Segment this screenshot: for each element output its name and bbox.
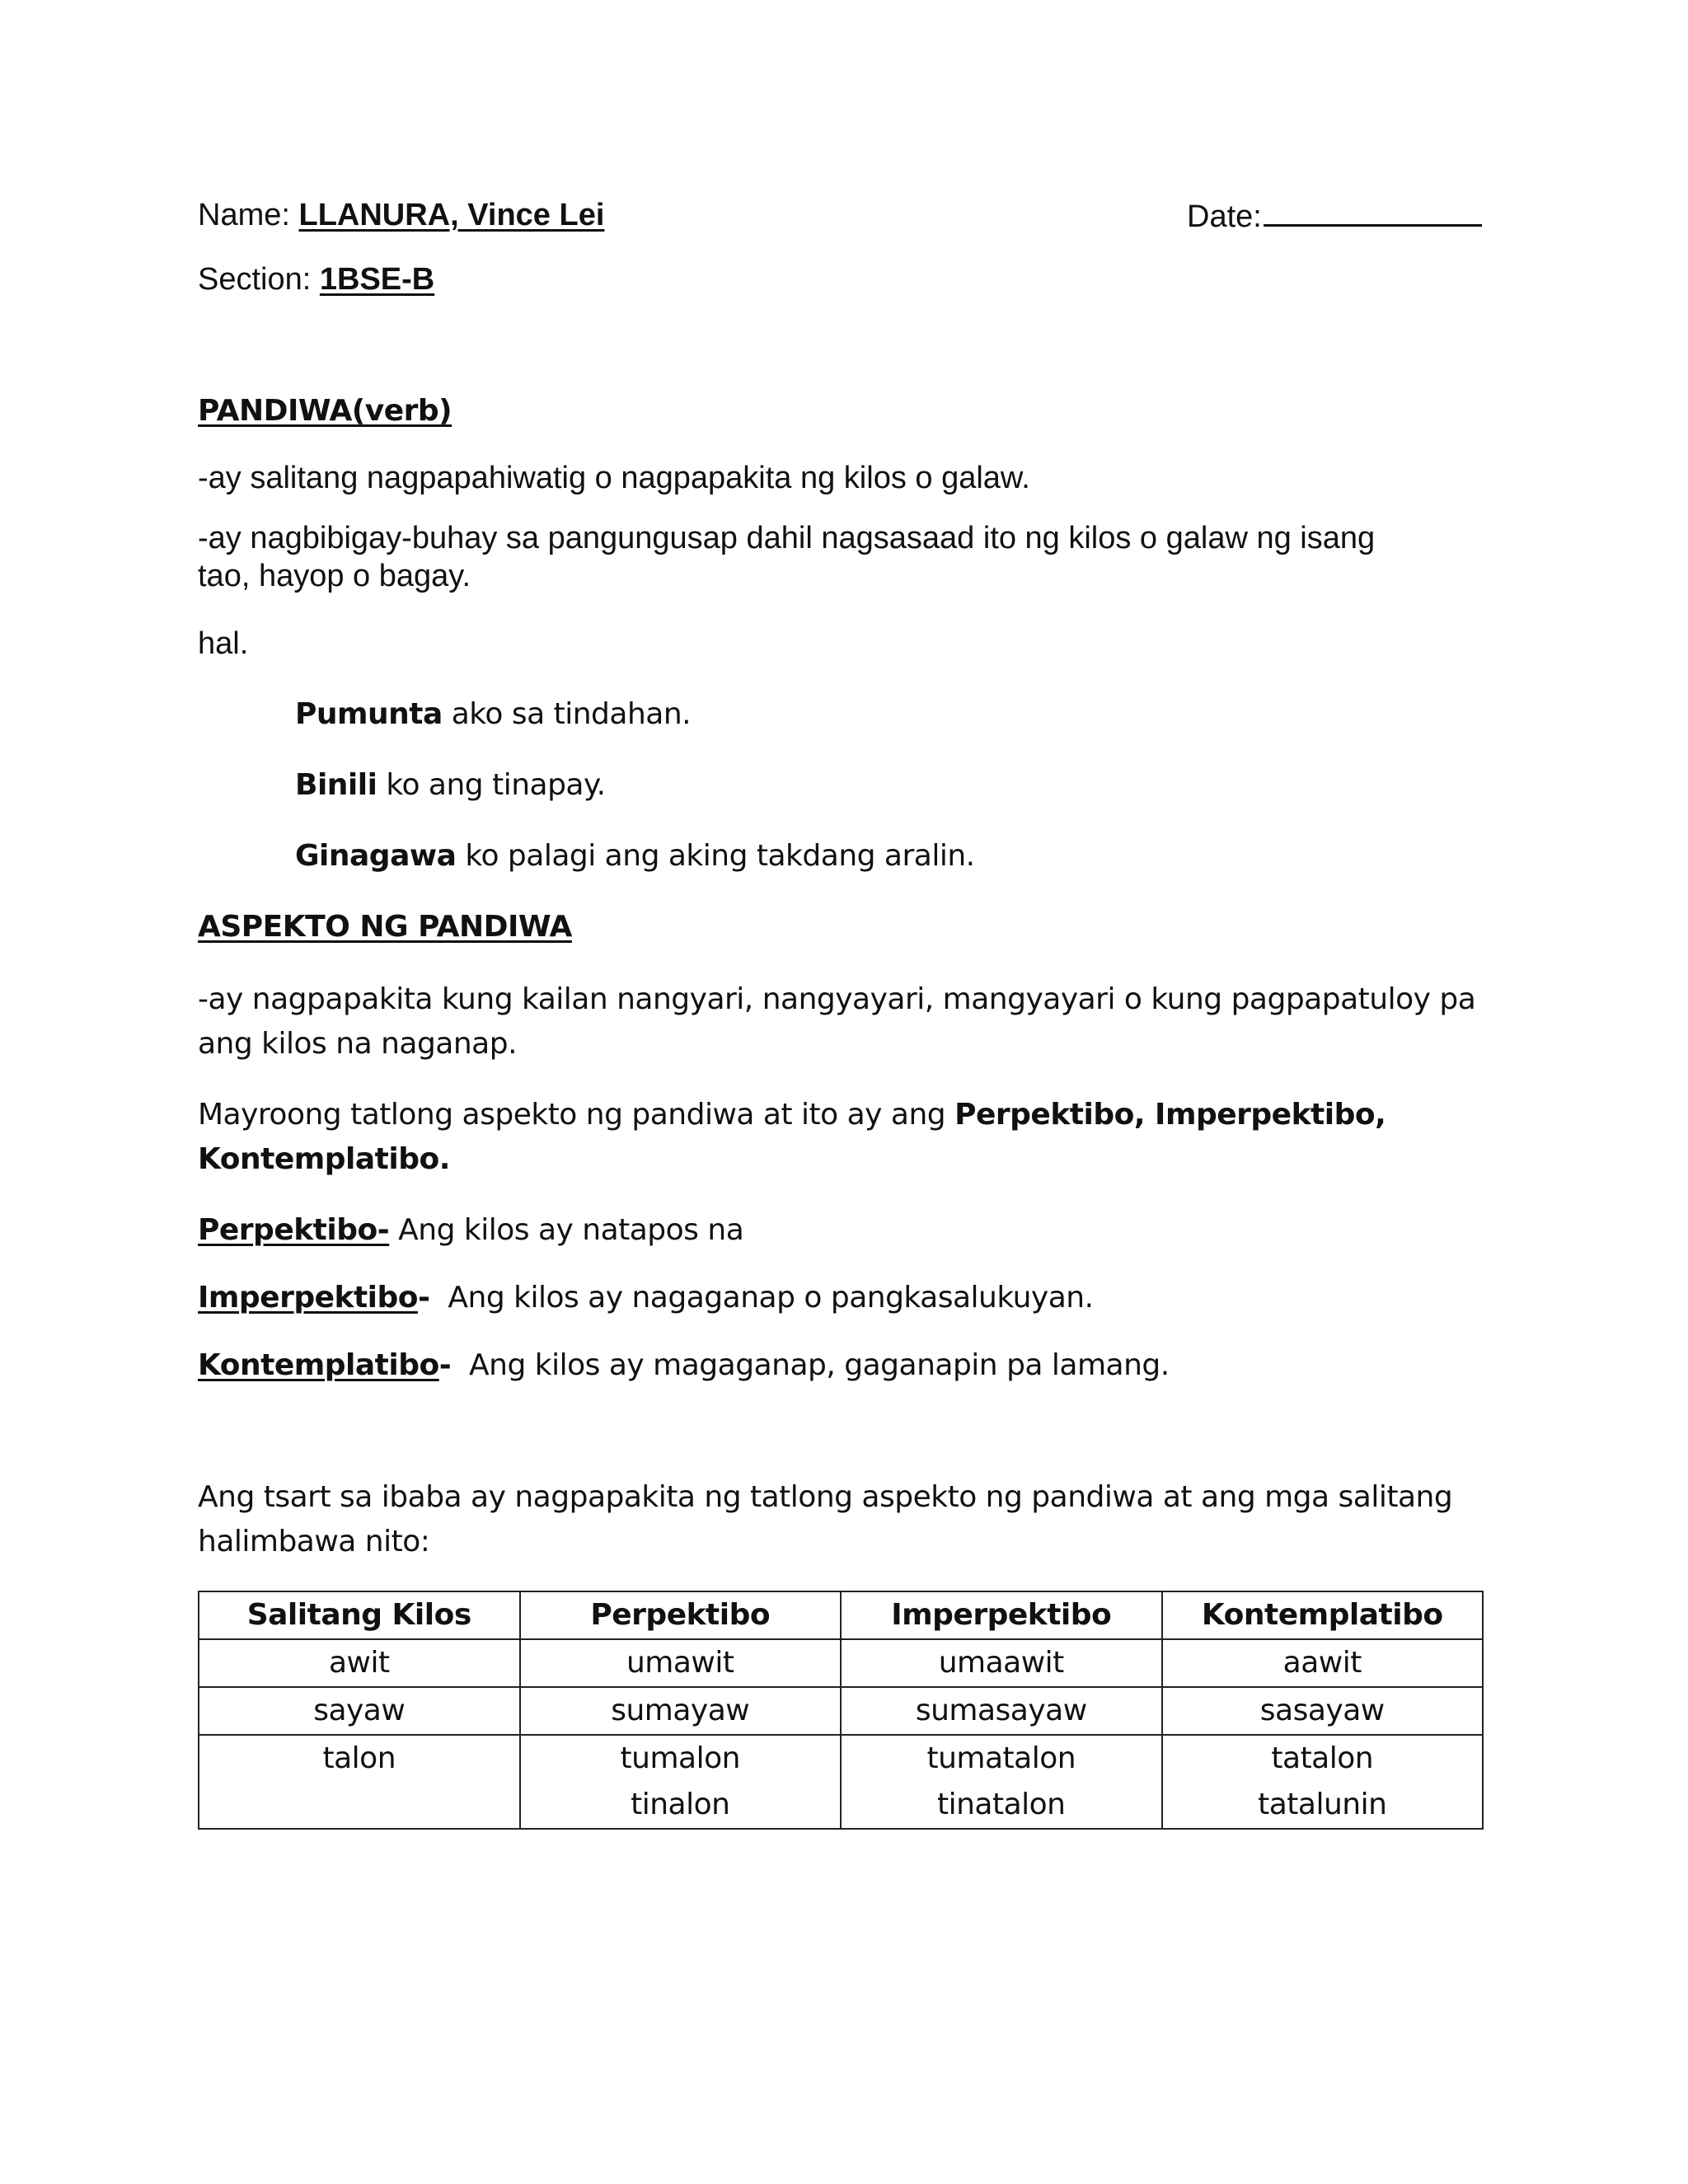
name-label: Name: [198,198,290,232]
type-dash: - [438,1348,452,1382]
date-label: Date: [1187,199,1262,234]
cell-word: umawit [626,1646,734,1680]
type-term: Imperpektibo [198,1281,419,1315]
type-dash: - [418,1281,430,1315]
intro-terms: Perpektibo, Imperpektibo, [954,1098,1386,1132]
cell-word: sumayaw [611,1694,750,1727]
example-rest: ko ang tinapay. [377,768,606,802]
intro-text: Mayroong tatlong aspekto ng pandiwa at ito ay ang [198,1098,955,1132]
section-label: Section: [198,262,312,297]
table-cell [199,1735,520,1829]
type-description: Ang kilos ay natapos na [389,1213,744,1247]
table-cell [199,1639,520,1687]
column-header: Kontemplatibo [1162,1591,1484,1639]
table-cell [520,1735,842,1829]
table-row [199,1687,1483,1735]
table-cell [1162,1639,1484,1687]
table-cell [841,1735,1162,1829]
example-verb: Ginagawa [295,839,457,873]
cell-word: awit [328,1646,390,1680]
student-name: LLANURA, Vince Lei [298,198,605,232]
table-cell [1162,1687,1484,1735]
aspekto-definition-line-2: ang kilos na naganap. [198,1027,518,1061]
type-description: Ang kilos ay magaganap, gaganapin pa lamang. [451,1348,1170,1382]
aspekto-intro-line-1 [198,1093,1386,1137]
cell-word: umaawit [938,1646,1064,1680]
cell-word: talon [322,1741,396,1775]
example-label: hal. [198,626,249,661]
table-row [199,1639,1483,1687]
cell-word: tatalunin [1258,1788,1387,1821]
table-cell [841,1639,1162,1687]
aspekto-intro-line-2 [198,1137,450,1182]
aspekto-type-perpektibo [198,1208,743,1253]
chart-intro-line-2: halimbawa nito: [198,1525,430,1558]
date-line [1187,196,1482,236]
table-cell [199,1687,520,1735]
table-cell [841,1687,1162,1735]
example-sentence-2 [295,763,606,808]
cell-word: aawit [1282,1646,1362,1680]
cell-word: tumatalon [926,1741,1076,1775]
pandiwa-definition-2-line-1: -ay nagbibigay-buhay sa pangungusap dahil nagsasaad ito ng kilos o galaw ng isang [198,521,1376,555]
aspekto-definition-line-1: -ay nagpapakita kung kailan nangyari, nangyayari, mangyayari o kung pagpapatuloy pa [198,982,1476,1016]
column-header: Imperpektibo [841,1591,1162,1639]
type-term: Perpektibo- [198,1213,390,1247]
cell-word: tinalon [631,1788,730,1821]
name-line [198,196,604,234]
section-value: 1BSE-B [319,262,435,297]
table-cell [1162,1735,1484,1829]
aspekto-heading [198,905,572,949]
table-cell [520,1687,842,1735]
pandiwa-definition-1: -ay salitang nagpapahiwatig o nagpapakita ng kilos o galaw. [198,461,1030,495]
section-line [198,260,434,298]
example-verb: Pumunta [295,697,443,731]
example-sentence-3 [295,834,975,879]
aspekto-type-imperpektibo [198,1276,1094,1320]
pandiwa-definition-2-line-2: tao, hayop o bagay. [198,559,471,593]
cell-word: tinatalon [936,1788,1066,1821]
cell-word: sumasayaw [915,1694,1087,1727]
type-description: Ang kilos ay nagaganap o pangkasalukuyan. [429,1281,1094,1315]
intro-terms: Kontemplatibo. [198,1142,450,1176]
example-verb: Binili [295,768,377,802]
example-rest: ako sa tindahan. [442,697,692,731]
cell-word: tumalon [620,1741,740,1775]
cell-word: sayaw [313,1694,406,1727]
aspekto-heading-text: ASPEKTO NG PANDIWA [198,910,572,944]
table-row [199,1735,1483,1829]
chart-intro-line-1: Ang tsart sa ibaba ay nagpapakita ng tatlong aspekto ng pandiwa at ang mga salitang [198,1480,1453,1514]
column-header: Salitang Kilos [199,1591,520,1639]
aspekto-type-kontemplatibo [198,1343,1170,1388]
pandiwa-heading [198,389,452,434]
verb-aspect-table [198,1591,1484,1830]
type-term: Kontemplatibo [198,1348,439,1382]
table-header-row [199,1591,1483,1639]
pandiwa-heading-text: PANDIWA(verb) [198,394,452,428]
table-cell [520,1639,842,1687]
cell-word: sasayaw [1259,1694,1385,1727]
example-sentence-1 [295,692,691,737]
column-header: Perpektibo [520,1591,842,1639]
example-rest: ko palagi ang aking takdang aralin. [456,839,975,873]
cell-word: tatalon [1271,1741,1374,1775]
date-blank[interactable] [1264,196,1482,227]
